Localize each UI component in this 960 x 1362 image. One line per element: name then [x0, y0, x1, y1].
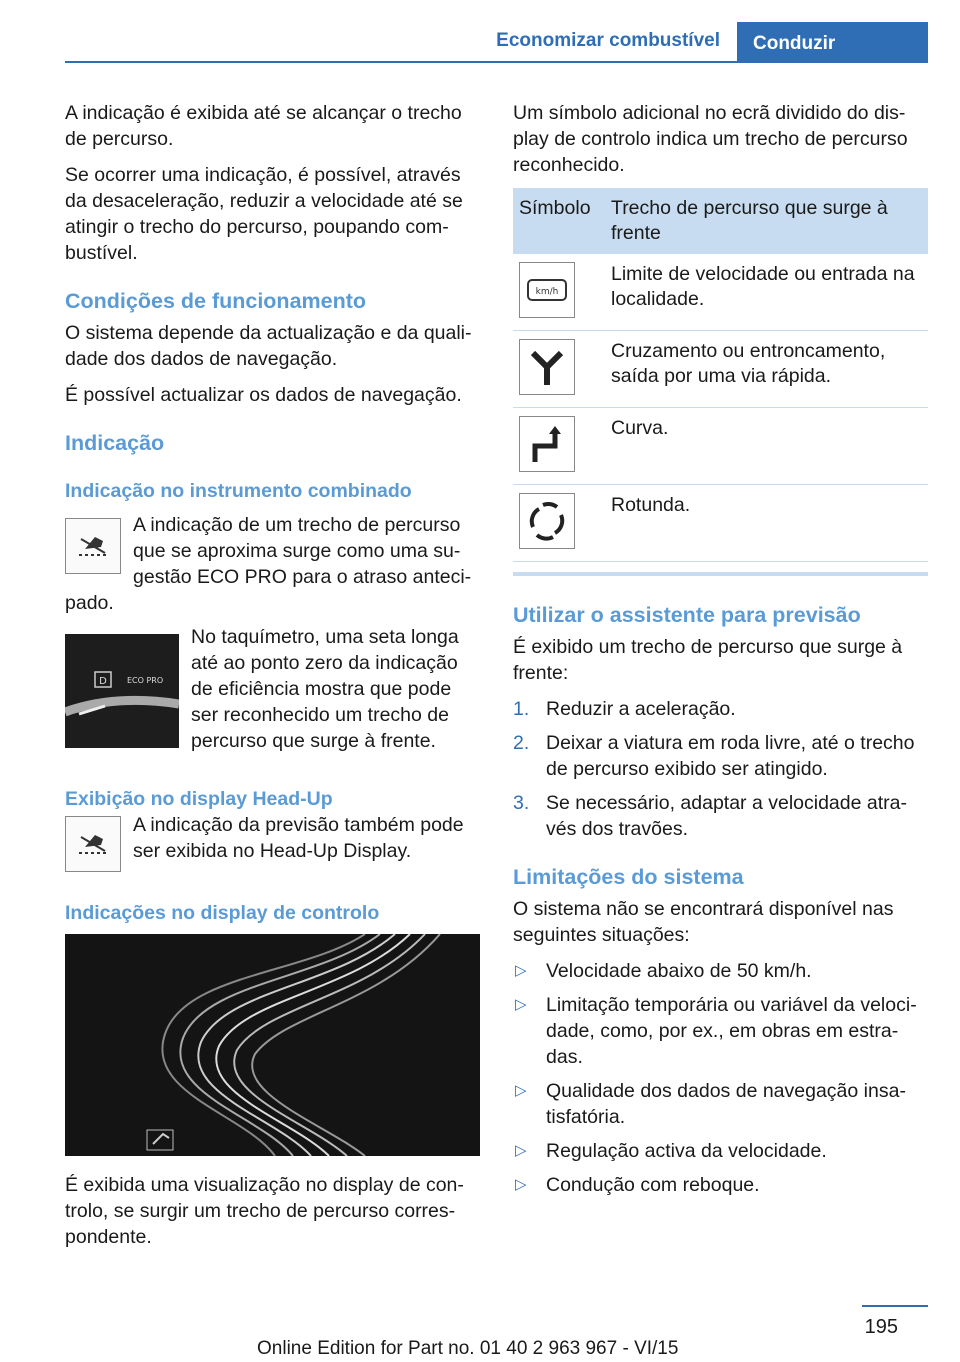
foot-off-pedal-icon: [65, 518, 121, 574]
heading-system-limits: Limitações do sistema: [513, 865, 744, 889]
paragraph: É exibida uma visualização no display de controlo, se surgir um trecho de percurso correspondente.: [65, 1174, 464, 1248]
steps-list: [513, 696, 928, 842]
step-number: 1.: [513, 698, 530, 720]
bullet-text: Qualidade dos dados de navegação insatisfatória.: [546, 1080, 906, 1128]
table-cell: Limite de velocidade ou entrada na localidade.: [605, 254, 928, 331]
list-item: [513, 1078, 928, 1130]
list-item: [513, 790, 928, 842]
foot-off-pedal-icon: [65, 816, 121, 872]
paragraph: Se ocorrer uma indicação, é possível, através da desaceleração, reduzir a velocidade até se atingir o trecho do percurso, poupando combustível.: [65, 164, 463, 264]
paragraph: A indicação é exibida até se alcançar o trecho de percurso.: [65, 102, 462, 150]
bullet-triangle-icon: ▷: [515, 996, 527, 1013]
step-number: 3.: [513, 792, 530, 814]
heading-head-up-display: Exibição no display Head-Up: [65, 788, 333, 810]
paragraph: É possível actualizar os dados de navegação.: [65, 384, 462, 406]
paragraph: O sistema não se encontrará disponível nas seguintes situações:: [513, 898, 894, 946]
table-bottom-rule: [513, 572, 928, 576]
table-row: [513, 408, 928, 485]
heading-conditions: Condições de funcionamento: [65, 289, 367, 313]
list-item: [513, 958, 928, 984]
page-footer: [0, 1300, 960, 1362]
table-cell: Rotunda.: [605, 485, 928, 562]
gear-label: D: [99, 676, 107, 687]
bullet-text: Limitação temporária ou variável da velocidade, como, por ex., em obras em estradas.: [546, 994, 917, 1068]
bullet-triangle-icon: ▷: [515, 1082, 527, 1099]
step-text: Reduzir a aceleração.: [546, 698, 736, 720]
table-row: [513, 254, 928, 331]
curve-icon: [519, 416, 575, 472]
header-rule: [65, 61, 928, 63]
step-text: Deixar a viatura em roda livre, até o trecho de percurso exibido ser atingido.: [546, 732, 915, 780]
step-number: 2.: [513, 732, 530, 754]
table-row: [513, 331, 928, 408]
list-item: [513, 1172, 928, 1198]
right-column: [513, 100, 928, 1208]
step-text: Se necessário, adaptar a velocidade através dos travões.: [546, 792, 907, 840]
heading-indication: Indicação: [65, 431, 165, 455]
bullet-text: Velocidade abaixo de 50 km/h.: [546, 960, 812, 982]
bullet-triangle-icon: ▷: [515, 1176, 527, 1193]
paragraph: A indicação da previsão também pode ser exibida no Head-Up Display.: [133, 814, 464, 862]
footer-rule: [862, 1305, 928, 1307]
table-cell: Cruzamento ou entroncamento, saída por uma via rápida.: [605, 331, 928, 408]
limits-list: [513, 958, 928, 1198]
paragraph: No taquímetro, uma seta longa até ao ponto zero da indicação de eficiência mostra que pode ser reconhecido um trecho de percurso que surge à frente.: [191, 626, 459, 752]
paragraph: O sistema depende da actualização e da qualidade dos dados de navegação.: [65, 322, 472, 370]
speed-limit-icon: [519, 262, 575, 318]
list-item: [513, 1138, 928, 1164]
paragraph: É exibido um trecho de percurso que surge à frente:: [513, 636, 903, 684]
bullet-text: Condução com reboque.: [546, 1174, 760, 1196]
heading-instrument-cluster: Indicação no instrumento combinado: [65, 480, 412, 502]
eco-pro-label: ECO PRO: [127, 676, 164, 685]
heading-control-display: Indicações no display de controlo: [65, 902, 380, 924]
list-item: [513, 992, 928, 1070]
table-cell: Curva.: [605, 408, 928, 485]
table-header-description: Trecho de percurso que surge à frente: [605, 188, 928, 254]
control-display-image: [65, 934, 480, 1156]
left-column: [65, 100, 480, 1260]
speed-limit-label: km/h: [535, 287, 559, 297]
section-title: Economizar combustível: [496, 30, 720, 51]
symbol-table: [513, 188, 928, 562]
page-number: 195: [864, 1316, 898, 1338]
roundabout-icon: [519, 493, 575, 549]
table-header-symbol: Símbolo: [513, 188, 605, 254]
bullet-text: Regulação activa da velocidade.: [546, 1140, 827, 1162]
bullet-triangle-icon: ▷: [515, 1142, 527, 1159]
junction-icon: [519, 339, 575, 395]
edition-note: Online Edition for Part no. 01 40 2 963 967 - VI/15: [257, 1338, 679, 1359]
chapter-tab[interactable]: Conduzir: [737, 22, 928, 63]
paragraph: Um símbolo adicional no ecrã dividido do display de controlo indica um trecho de percurso reconhecido.: [513, 102, 908, 176]
paragraph: A indicação de um trecho de percurso que se aproxima surge como uma sugestão ECO PRO para o atraso antecipado.: [65, 514, 472, 614]
list-item: [513, 696, 928, 722]
bullet-triangle-icon: ▷: [515, 962, 527, 979]
page-header: [0, 0, 960, 62]
list-item: [513, 730, 928, 782]
speedometer-photo: [65, 634, 179, 748]
heading-use-assistant: Utilizar o assistente para previsão: [513, 603, 861, 627]
table-row: [513, 485, 928, 562]
